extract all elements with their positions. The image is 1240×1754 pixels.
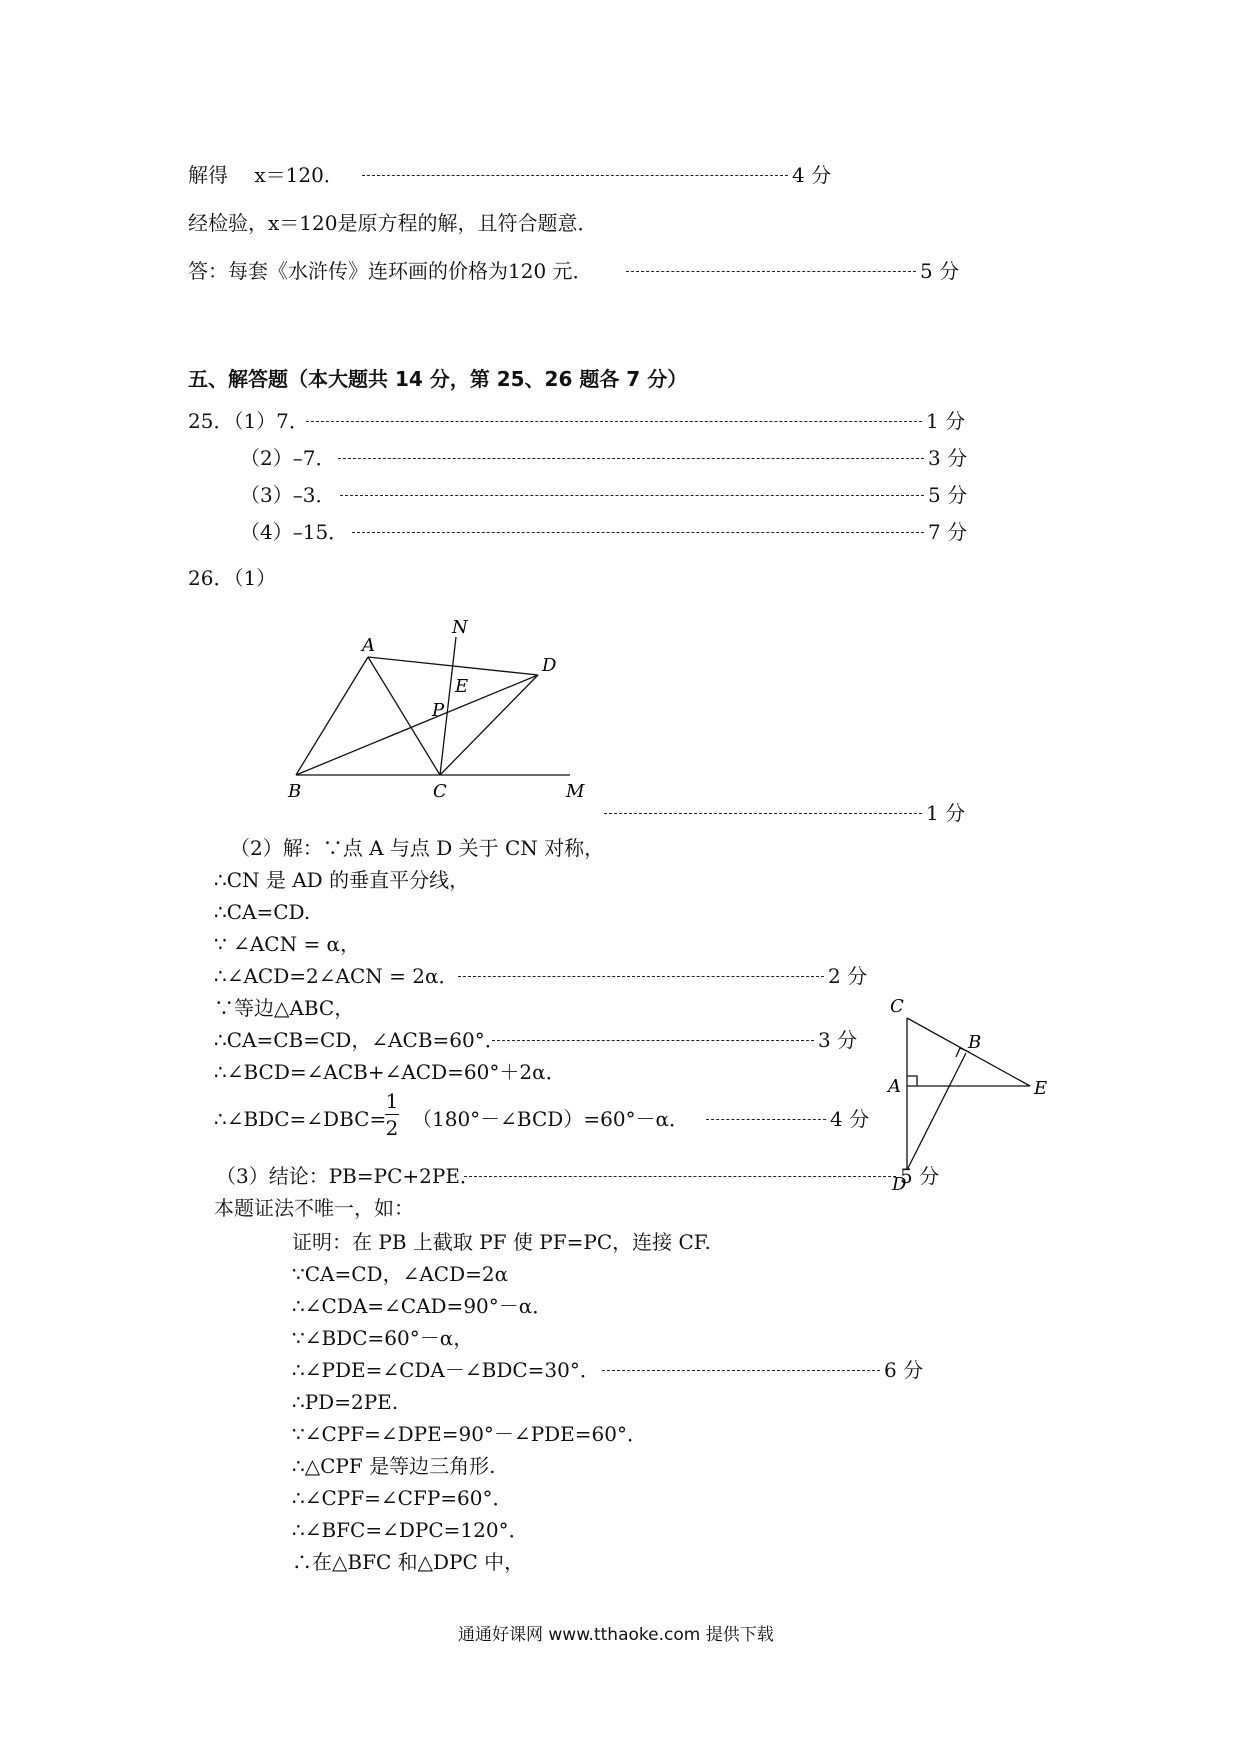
label-a: A	[362, 635, 375, 656]
proof-line-5: ∴PD=2PE.	[292, 1390, 399, 1414]
q26-line-8: ∴∠BDC=∠DBC=	[214, 1107, 387, 1131]
score-label: 5 分	[920, 259, 960, 283]
label-e: E	[455, 676, 469, 697]
q26-line-3: ∵ ∠ACN = α，	[214, 932, 361, 956]
footer-text: 通通好课网 www.tthaoke.com 提供下载	[458, 1625, 774, 1645]
dotted-leader	[338, 458, 924, 459]
proof-line-10: ∴在△BFC 和△DPC 中，	[292, 1550, 525, 1574]
score-label: 1 分	[926, 801, 966, 825]
dotted-leader	[492, 1040, 814, 1041]
proof-line-9: ∴∠BFC=∠DPC=120°．	[292, 1518, 529, 1542]
proof-line-1: ∵CA=CD，∠ACD=2α	[292, 1262, 509, 1286]
dotted-leader	[464, 1176, 896, 1177]
q25-part-4: （4）–15．	[240, 520, 349, 544]
label-p: P	[432, 700, 445, 721]
q26-line-4: ∴∠ACD=2∠ACN = 2α．	[214, 964, 459, 988]
label-a: A	[888, 1076, 901, 1097]
q26-line-0: （2）解：∵点 A 与点 D 关于 CN 对称，	[230, 836, 605, 860]
label-b: B	[288, 781, 302, 802]
label-b: B	[968, 1032, 982, 1053]
figure-2	[870, 990, 1070, 1200]
q25-part-3: （3）–3．	[240, 483, 336, 507]
right-angle-mark-a	[907, 1076, 917, 1086]
q26-line-5: ∵等边△ABC，	[214, 996, 355, 1020]
dotted-leader	[602, 1370, 880, 1371]
label-n: N	[452, 617, 468, 638]
q26-line-6: ∴CA=CB=CD，∠ACB=60°．	[214, 1028, 505, 1052]
score-label: 4 分	[792, 163, 832, 187]
label-e: E	[1034, 1078, 1048, 1099]
q25-part-1: 25．（1）7．	[188, 409, 309, 433]
q26-line-10: （3）结论：PB=PC+2PE．	[216, 1164, 480, 1188]
dotted-leader	[604, 813, 922, 814]
fraction-numerator: 1	[385, 1089, 399, 1113]
score-label: 2 分	[828, 964, 868, 988]
solve-line-1: 解得 x＝120．	[188, 163, 344, 187]
q26-line-11: 本题证法不唯一，如：	[214, 1196, 414, 1220]
dotted-leader	[458, 976, 824, 977]
proof-line-4: ∴∠PDE=∠CDA－∠BDC=30°．	[292, 1358, 600, 1382]
score-label: 4 分	[830, 1107, 870, 1131]
label-m: M	[566, 781, 585, 802]
proof-line-8: ∴∠CPF=∠CFP=60°．	[292, 1486, 513, 1510]
q26-line-7: ∴∠BCD=∠ACB+∠ACD=60°＋2α．	[214, 1060, 566, 1084]
score-label: 1 分	[926, 409, 966, 433]
score-label: 3 分	[818, 1028, 858, 1052]
proof-line-0: 证明：在 PB 上截取 PF 使 PF=PC，连接 CF.	[292, 1230, 711, 1254]
proof-line-7: ∴△CPF 是等边三角形.	[292, 1454, 496, 1478]
score-label: 5 分	[900, 1164, 940, 1188]
q26-line-2: ∴CA=CD.	[214, 900, 311, 924]
fraction-half	[380, 1090, 404, 1139]
section-heading: 五、解答题（本大题共 14 分，第 25、26 题各 7 分）	[188, 367, 688, 391]
line-ab	[296, 657, 368, 775]
score-label: 7 分	[928, 520, 968, 544]
label-d: D	[892, 1174, 907, 1195]
label-d: D	[542, 655, 557, 676]
proof-line-2: ∴∠CDA=∠CAD=90°－α．	[292, 1294, 553, 1318]
proof-line-6: ∵∠CPF=∠DPE=90°－∠PDE=60°．	[292, 1422, 647, 1446]
proof-line-3: ∵∠BDC=60°－α，	[292, 1326, 474, 1350]
label-c: C	[433, 781, 447, 802]
dotted-leader	[306, 421, 922, 422]
dotted-leader	[352, 532, 924, 533]
line-ac	[368, 657, 440, 775]
q25-part-2: （2）–7．	[240, 446, 336, 470]
score-label: 3 分	[928, 446, 968, 470]
dotted-leader	[626, 271, 916, 272]
dotted-leader	[362, 175, 788, 176]
figure-1	[270, 615, 600, 805]
score-label: 5 分	[928, 483, 968, 507]
score-label: 6 分	[884, 1358, 924, 1382]
solve-line-2: 经检验，x＝120是原方程的解，且符合题意．	[188, 211, 598, 235]
fraction-denominator: 2	[385, 1116, 399, 1140]
q26-part-1: 26．（1）	[188, 566, 277, 590]
line-bd	[296, 675, 538, 775]
q26-line-1: ∴CN 是 AD 的垂直平分线，	[214, 868, 470, 892]
line-db	[907, 1053, 966, 1170]
q26-line-9: （180°－∠BCD）=60°－α．	[412, 1107, 690, 1131]
dotted-leader	[340, 495, 924, 496]
dotted-leader	[706, 1119, 826, 1120]
solve-line-3: 答：每套《水浒传》连环画的价格为120 元．	[188, 259, 593, 283]
fraction-bar	[385, 1114, 399, 1115]
label-c: C	[890, 996, 904, 1017]
